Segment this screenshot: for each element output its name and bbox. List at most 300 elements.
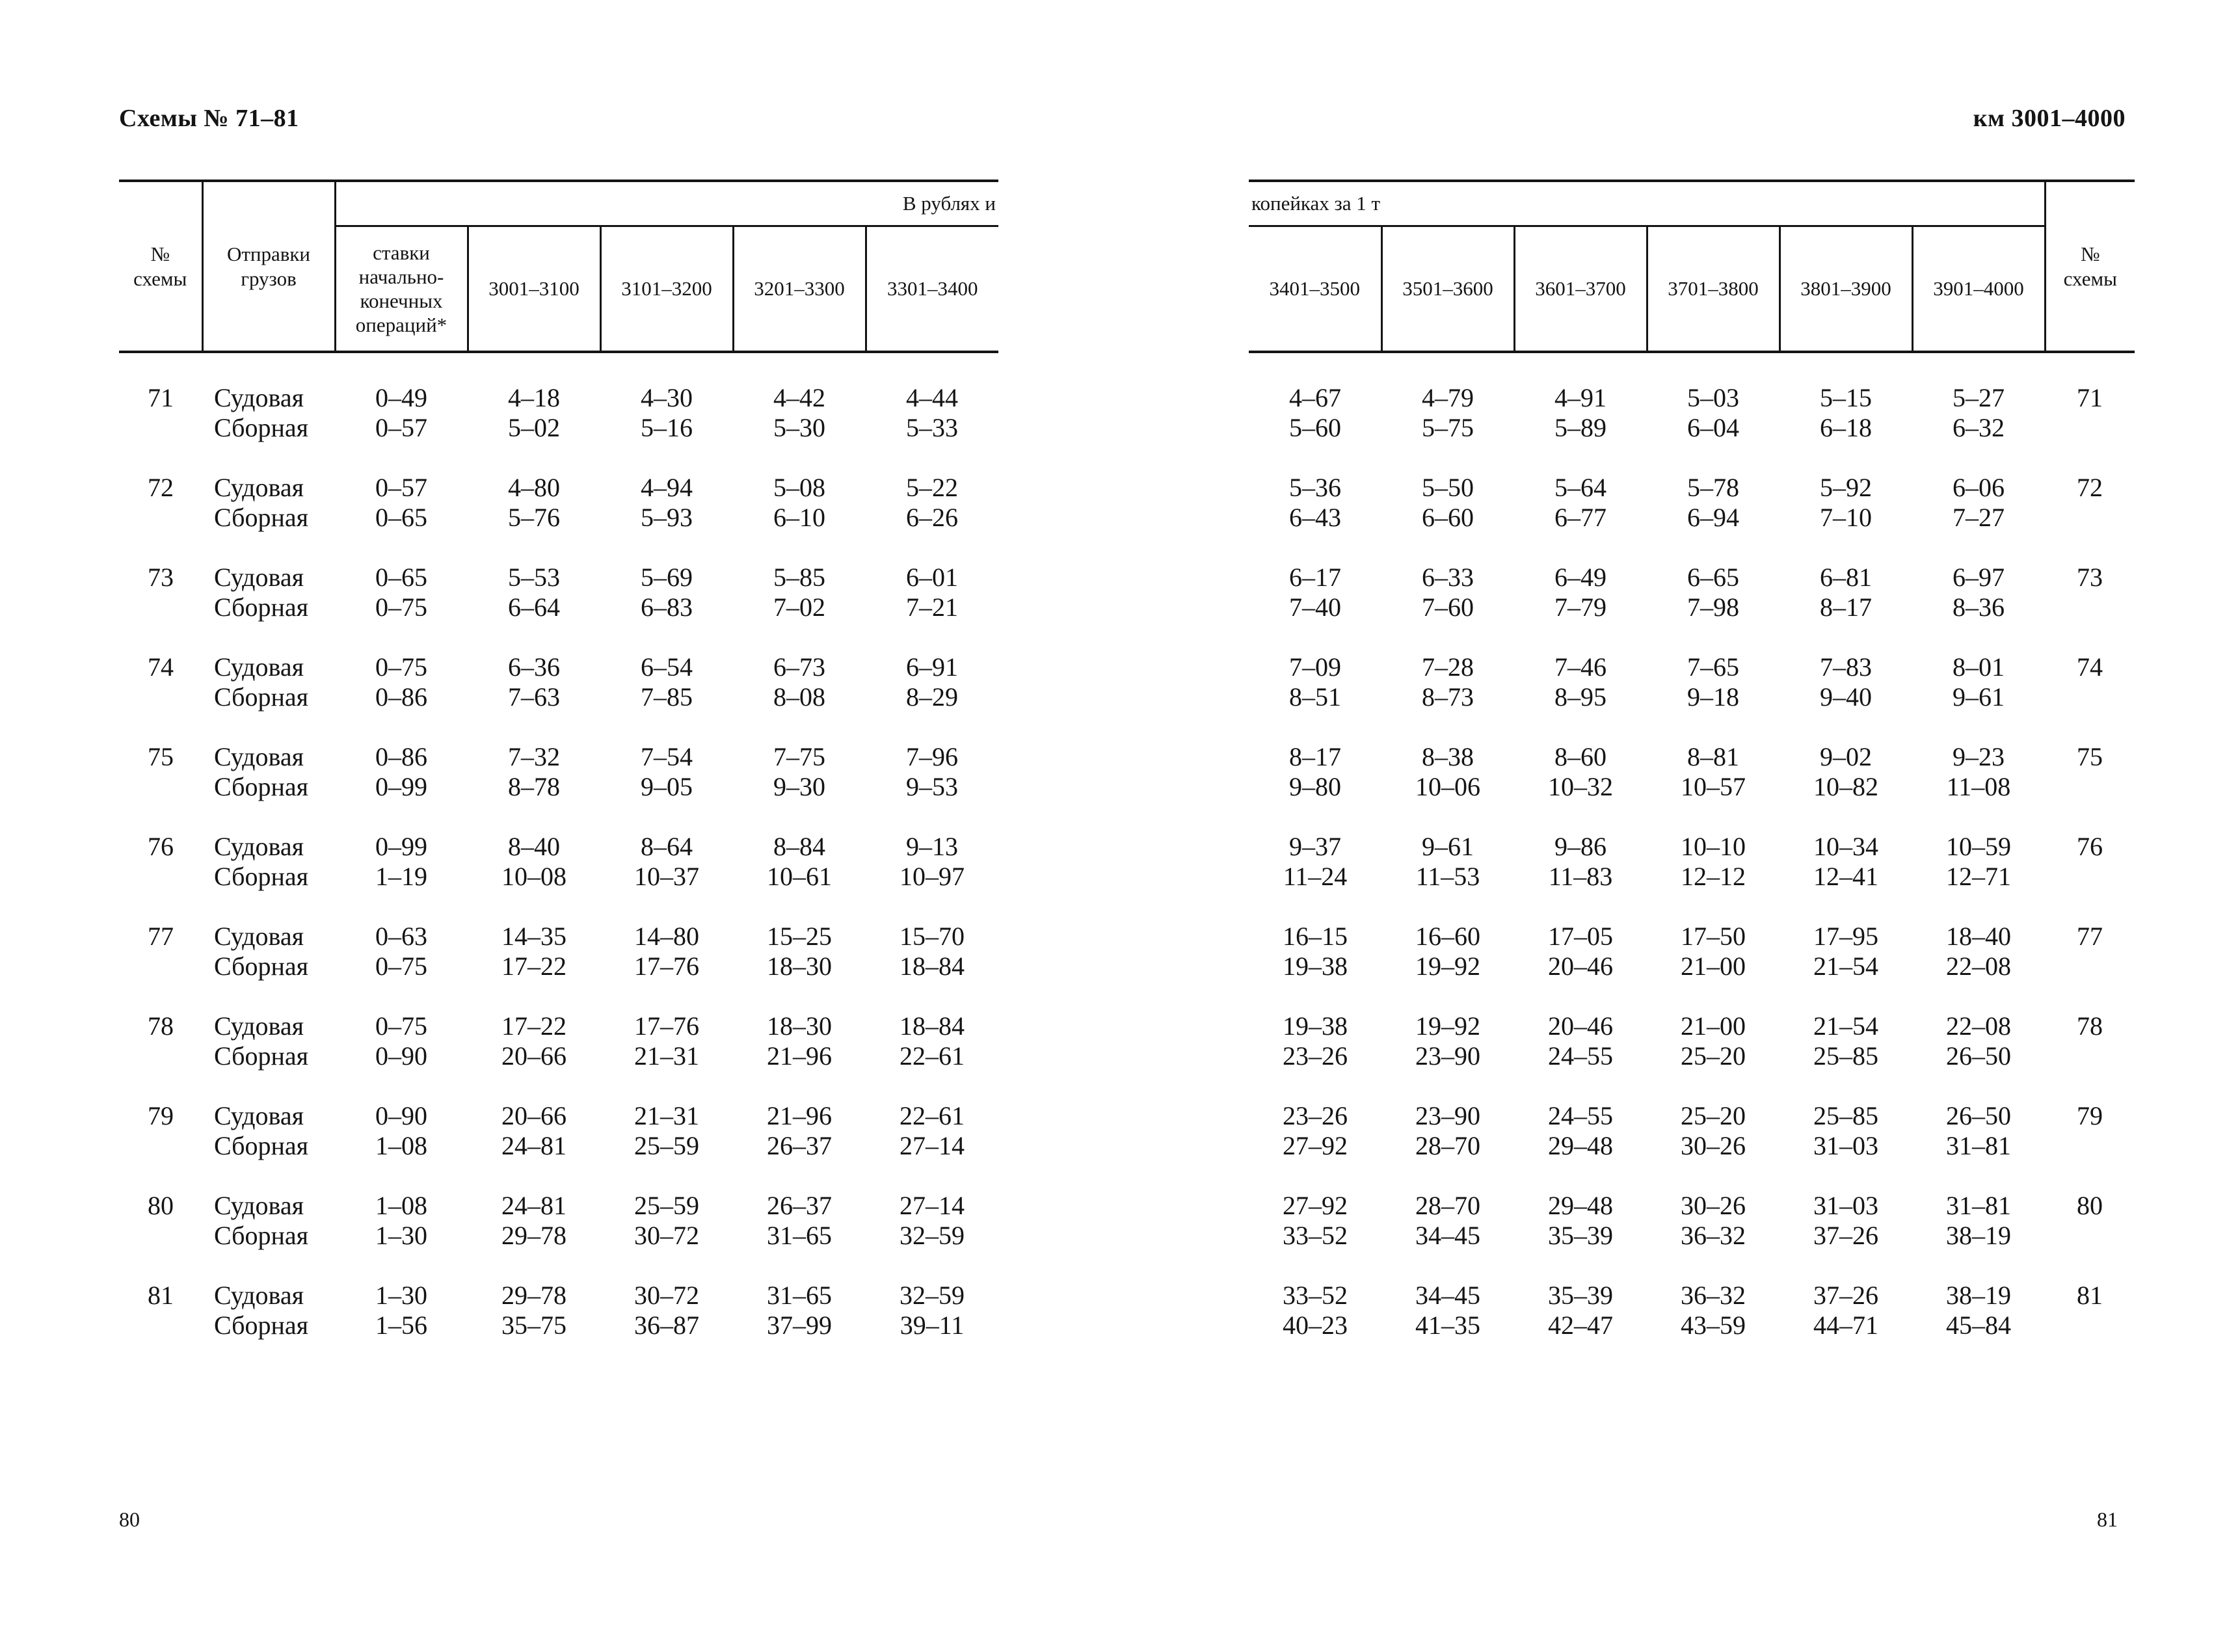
- terminal-rate: 1–30: [375, 1281, 427, 1310]
- shipment-type: Сборная: [214, 772, 309, 801]
- scheme-number: [119, 772, 202, 802]
- rate-value: 8–64: [641, 832, 693, 861]
- shipment-type: Судовая: [214, 1101, 304, 1130]
- header-range: 3401–3500: [1249, 226, 1381, 353]
- header-range: 3101–3200: [600, 226, 733, 353]
- table-row: [1249, 772, 2135, 802]
- terminal-rate: 0–65: [375, 503, 427, 532]
- scheme-number: 80: [2077, 1191, 2103, 1220]
- rate-value: 7–46: [1554, 652, 1607, 682]
- table-row: [1249, 1281, 2135, 1311]
- shipment-type: Судовая: [214, 922, 304, 951]
- rate-value: 10–37: [634, 862, 699, 891]
- rate-value: 21–54: [1813, 952, 1878, 981]
- table-row: [119, 383, 998, 413]
- rate-value: 43–59: [1681, 1311, 1746, 1340]
- rate-value: 7–21: [906, 593, 959, 622]
- rate-value: 5–33: [906, 413, 959, 442]
- rate-value: 7–83: [1820, 652, 1872, 682]
- rate-value: 19–92: [1415, 952, 1480, 981]
- rate-value: 10–32: [1548, 772, 1613, 801]
- rate-value: 32–59: [900, 1281, 965, 1310]
- shipment-type: Судовая: [214, 383, 304, 412]
- rate-value: 24–55: [1548, 1101, 1613, 1130]
- scheme-number: 79: [2077, 1101, 2103, 1130]
- rate-value: 6–33: [1422, 563, 1474, 592]
- terminal-rate: 0–90: [375, 1101, 427, 1130]
- table-row: [1249, 473, 2135, 503]
- rate-value: 44–71: [1813, 1311, 1878, 1340]
- scheme-number: 78: [148, 1011, 174, 1041]
- scheme-number: [119, 1131, 202, 1161]
- table-row: [1249, 682, 2135, 712]
- scheme-number: [2045, 772, 2135, 802]
- rate-value: 21–54: [1813, 1011, 1878, 1041]
- rate-value: 30–26: [1681, 1131, 1746, 1160]
- table-row: [1249, 1011, 2135, 1041]
- rate-value: 9–30: [773, 772, 825, 801]
- rate-value: 16–60: [1415, 922, 1480, 951]
- rate-value: 8–73: [1422, 682, 1474, 712]
- rate-value: 34–45: [1415, 1281, 1480, 1310]
- rate-value: 11–24: [1283, 862, 1348, 891]
- scheme-number: [2045, 862, 2135, 892]
- rate-value: 5–16: [641, 413, 693, 442]
- table-row: [119, 503, 998, 533]
- table-row: [1249, 742, 2135, 772]
- table-row: [1249, 503, 2135, 533]
- rate-value: 24–55: [1548, 1041, 1613, 1071]
- shipment-type: Сборная: [214, 952, 309, 981]
- scheme-number: [119, 1041, 202, 1071]
- rate-value: 26–50: [1946, 1101, 2012, 1130]
- rate-value: 6–43: [1289, 503, 1341, 532]
- rate-value: 4–94: [641, 473, 693, 502]
- rate-value: 7–27: [1953, 503, 2005, 532]
- scheme-number: 75: [2077, 742, 2103, 771]
- header-range: 3301–3400: [866, 226, 998, 353]
- header-scheme-no-right: № схемы: [2045, 181, 2135, 352]
- rate-value: 6–91: [906, 652, 959, 682]
- rate-value: 9–02: [1820, 742, 1872, 771]
- rate-value: 5–85: [773, 563, 825, 592]
- table-row: [119, 1041, 998, 1071]
- table-row: [1249, 1311, 2135, 1340]
- rate-value: 18–84: [900, 1011, 965, 1041]
- rate-value: 8–84: [773, 832, 825, 861]
- rate-value: 8–60: [1554, 742, 1607, 771]
- row-spacer: [119, 622, 998, 652]
- rate-value: 6–94: [1687, 503, 1739, 532]
- rate-value: 25–59: [634, 1131, 699, 1160]
- rate-value: 22–61: [900, 1101, 965, 1130]
- shipment-type: Судовая: [214, 1281, 304, 1310]
- rate-value: 11–53: [1415, 862, 1480, 891]
- rate-value: 25–59: [634, 1191, 699, 1220]
- header-range: 3701–3800: [1647, 226, 1780, 353]
- rate-value: 27–92: [1283, 1191, 1348, 1220]
- rate-value: 21–96: [767, 1101, 832, 1130]
- table-row: [119, 413, 998, 443]
- header-range: 3201–3300: [733, 226, 866, 353]
- row-spacer: [1249, 533, 2135, 563]
- rate-value: 19–92: [1415, 1011, 1480, 1041]
- shipment-type: Сборная: [214, 1041, 309, 1071]
- shipment-type: Сборная: [214, 593, 309, 622]
- table-row: [119, 1131, 998, 1161]
- rate-value: 18–30: [767, 952, 832, 981]
- table-row: [119, 473, 998, 503]
- terminal-rate: 0–99: [375, 832, 427, 861]
- table-row: [119, 682, 998, 712]
- scheme-number: 75: [148, 742, 174, 771]
- table-row: [119, 1221, 998, 1251]
- scheme-number: 71: [148, 383, 174, 412]
- rate-value: 39–11: [900, 1311, 965, 1340]
- shipment-type: Судовая: [214, 473, 304, 502]
- rate-value: 29–78: [501, 1281, 567, 1310]
- rate-value: 5–69: [641, 563, 693, 592]
- rate-value: 5–30: [773, 413, 825, 442]
- row-spacer: [119, 1071, 998, 1101]
- rate-value: 7–28: [1422, 652, 1474, 682]
- rate-value: 28–70: [1415, 1191, 1480, 1220]
- rate-value: 9–13: [906, 832, 959, 861]
- scheme-number: 73: [2077, 563, 2103, 592]
- rate-value: 25–20: [1681, 1041, 1746, 1071]
- row-spacer: [119, 712, 998, 742]
- table-row: [119, 593, 998, 622]
- rate-value: 23–26: [1283, 1041, 1348, 1071]
- scheme-number: 73: [148, 563, 174, 592]
- scheme-number: 77: [2077, 922, 2103, 951]
- rate-value: 8–38: [1422, 742, 1474, 771]
- rate-value: 36–32: [1681, 1281, 1746, 1310]
- rate-value: 6–01: [906, 563, 959, 592]
- rate-value: 15–70: [900, 922, 965, 951]
- rate-value: 17–22: [501, 952, 567, 981]
- header-terminal-rates: ставки начально- конечных операций*: [335, 226, 468, 353]
- rate-value: 9–18: [1687, 682, 1739, 712]
- scheme-number: [119, 413, 202, 443]
- rate-value: 7–54: [641, 742, 693, 771]
- rate-value: 9–80: [1289, 772, 1341, 801]
- rate-value: 36–87: [634, 1311, 699, 1340]
- terminal-rate: 1–08: [375, 1191, 427, 1220]
- rate-value: 17–95: [1813, 922, 1878, 951]
- scheme-number: [119, 593, 202, 622]
- table-row: [119, 772, 998, 802]
- table-row: [119, 1281, 998, 1311]
- row-spacer: [119, 352, 998, 383]
- rate-value: 20–46: [1548, 952, 1613, 981]
- rate-value: 5–53: [508, 563, 560, 592]
- rate-value: 28–70: [1415, 1131, 1480, 1160]
- row-spacer: [119, 443, 998, 473]
- table-row: [119, 922, 998, 952]
- table-row: [1249, 1041, 2135, 1071]
- terminal-rate: 0–65: [375, 563, 427, 592]
- header-group-label-left: В рублях и: [335, 181, 998, 226]
- rate-value: 18–84: [900, 952, 965, 981]
- rate-value: 8–36: [1953, 593, 2005, 622]
- table-row: [1249, 593, 2135, 622]
- table-row: [119, 1011, 998, 1041]
- rates-table-right: [1249, 180, 2135, 1340]
- scheme-number: 76: [148, 832, 174, 861]
- rate-value: 6–36: [508, 652, 560, 682]
- rate-value: 29–78: [501, 1221, 567, 1250]
- shipment-type: Сборная: [214, 1221, 309, 1250]
- rate-value: 21–31: [634, 1041, 699, 1071]
- rate-value: 7–96: [906, 742, 959, 771]
- rate-value: 22–08: [1946, 1011, 2012, 1041]
- row-spacer: [119, 802, 998, 832]
- rate-value: 37–26: [1813, 1281, 1878, 1310]
- rate-value: 17–05: [1548, 922, 1613, 951]
- header-scheme-no: № схемы: [119, 181, 202, 352]
- rate-value: 4–18: [508, 383, 560, 412]
- rate-value: 35–75: [501, 1311, 567, 1340]
- terminal-rate: 0–57: [375, 413, 427, 442]
- rate-value: 17–76: [634, 1011, 699, 1041]
- table-row: [1249, 1191, 2135, 1221]
- table-row: [119, 832, 998, 862]
- terminal-rate: 1–56: [375, 1311, 427, 1340]
- rate-value: 22–61: [900, 1041, 965, 1071]
- rate-value: 7–85: [641, 682, 693, 712]
- rate-value: 6–77: [1554, 503, 1607, 532]
- rate-value: 37–99: [767, 1311, 832, 1340]
- rate-value: 23–90: [1415, 1041, 1480, 1071]
- table-row: [119, 1191, 998, 1221]
- rate-value: 5–78: [1687, 473, 1739, 502]
- rates-body-left: [119, 352, 998, 1340]
- scheme-number: [119, 503, 202, 533]
- rate-value: 45–84: [1946, 1311, 2012, 1340]
- scheme-number: 79: [148, 1101, 174, 1130]
- rate-value: 19–38: [1283, 952, 1348, 981]
- rate-value: 26–37: [767, 1191, 832, 1220]
- terminal-rate: 0–90: [375, 1041, 427, 1071]
- table-row: [1249, 832, 2135, 862]
- rate-value: 5–89: [1554, 413, 1607, 442]
- rate-value: 6–10: [773, 503, 825, 532]
- scheme-number: 76: [2077, 832, 2103, 861]
- terminal-rate: 0–75: [375, 1011, 427, 1041]
- table-row: [119, 652, 998, 682]
- shipment-type: Сборная: [214, 1311, 309, 1340]
- row-spacer: [1249, 622, 2135, 652]
- scheme-number: [119, 1221, 202, 1251]
- rate-value: 30–72: [634, 1281, 699, 1310]
- scheme-number: [2045, 682, 2135, 712]
- terminal-rate: 1–08: [375, 1131, 427, 1160]
- scheme-number: 81: [2077, 1281, 2103, 1310]
- shipment-type: Сборная: [214, 413, 309, 442]
- scheme-number: [2045, 503, 2135, 533]
- rate-value: 12–12: [1681, 862, 1746, 891]
- rates-table-left: [119, 180, 998, 1340]
- rate-value: 7–10: [1820, 503, 1872, 532]
- row-spacer: [1249, 443, 2135, 473]
- rate-value: 24–81: [501, 1131, 567, 1160]
- scheme-number: [2045, 1311, 2135, 1340]
- terminal-rate: 0–75: [375, 952, 427, 981]
- scheme-number: [119, 862, 202, 892]
- rate-value: 17–22: [501, 1011, 567, 1041]
- shipment-type: Сборная: [214, 682, 309, 712]
- terminal-rate: 0–99: [375, 772, 427, 801]
- rate-value: 26–37: [767, 1131, 832, 1160]
- rate-value: 7–79: [1554, 593, 1607, 622]
- table-row: [119, 563, 998, 593]
- rate-value: 8–81: [1687, 742, 1739, 771]
- rate-value: 7–02: [773, 593, 825, 622]
- rate-value: 31–65: [767, 1221, 832, 1250]
- rate-value: 38–19: [1946, 1281, 2012, 1310]
- rate-value: 12–41: [1813, 862, 1878, 891]
- rate-value: 5–92: [1820, 473, 1872, 502]
- rate-value: 6–17: [1289, 563, 1341, 592]
- rate-value: 6–97: [1953, 563, 2005, 592]
- rate-value: 11–83: [1548, 862, 1613, 891]
- rate-value: 8–95: [1554, 682, 1607, 712]
- shipment-type: Судовая: [214, 742, 304, 771]
- scheme-number: 74: [2077, 652, 2103, 682]
- rate-value: 12–71: [1946, 862, 2012, 891]
- shipment-type: Судовая: [214, 652, 304, 682]
- rate-value: 5–36: [1289, 473, 1341, 502]
- table-row: [1249, 563, 2135, 593]
- rate-value: 4–91: [1554, 383, 1607, 412]
- rate-value: 11–08: [1946, 772, 2011, 801]
- rate-value: 17–50: [1681, 922, 1746, 951]
- rate-value: 19–38: [1283, 1011, 1348, 1041]
- rate-value: 4–30: [641, 383, 693, 412]
- rate-value: 10–10: [1681, 832, 1746, 861]
- rate-value: 16–15: [1283, 922, 1348, 951]
- rate-value: 9–86: [1554, 832, 1607, 861]
- rate-value: 5–02: [508, 413, 560, 442]
- scheme-number: [2045, 952, 2135, 981]
- row-spacer: [1249, 1251, 2135, 1281]
- running-head-right: км 3001–4000: [1973, 105, 2126, 132]
- shipment-type: Сборная: [214, 1131, 309, 1160]
- rate-value: 5–76: [508, 503, 560, 532]
- rate-value: 6–65: [1687, 563, 1739, 592]
- rate-value: 9–05: [641, 772, 693, 801]
- rate-value: 6–83: [641, 593, 693, 622]
- rate-value: 9–53: [906, 772, 959, 801]
- rate-value: 27–92: [1283, 1131, 1348, 1160]
- scheme-number: 72: [2077, 473, 2103, 502]
- rate-value: 6–18: [1820, 413, 1872, 442]
- rate-value: 9–37: [1289, 832, 1341, 861]
- rate-value: 5–60: [1289, 413, 1341, 442]
- rate-value: 9–40: [1820, 682, 1872, 712]
- rate-value: 4–79: [1422, 383, 1474, 412]
- rate-value: 6–32: [1953, 413, 2005, 442]
- rate-value: 31–81: [1946, 1191, 2012, 1220]
- rate-value: 8–01: [1953, 652, 2005, 682]
- table-row: [1249, 922, 2135, 952]
- rate-value: 6–04: [1687, 413, 1739, 442]
- table-row: [1249, 862, 2135, 892]
- header-range: 3601–3700: [1514, 226, 1647, 353]
- header-range: 3501–3600: [1381, 226, 1514, 353]
- rate-value: 15–25: [767, 922, 832, 951]
- rate-value: 8–17: [1289, 742, 1341, 771]
- row-spacer: [119, 981, 998, 1011]
- rate-value: 8–29: [906, 682, 959, 712]
- header-range: 3801–3900: [1780, 226, 1912, 353]
- rate-value: 31–65: [767, 1281, 832, 1310]
- terminal-rate: 0–86: [375, 682, 427, 712]
- rate-value: 7–60: [1422, 593, 1474, 622]
- rate-value: 5–93: [641, 503, 693, 532]
- table-row: [119, 862, 998, 892]
- rate-value: 17–76: [634, 952, 699, 981]
- shipment-type: Судовая: [214, 832, 304, 861]
- table-row: [1249, 383, 2135, 413]
- rate-value: 9–23: [1953, 742, 2005, 771]
- rate-value: 8–08: [773, 682, 825, 712]
- rate-value: 38–19: [1946, 1221, 2012, 1250]
- shipment-type: Судовая: [214, 563, 304, 592]
- row-spacer: [1249, 1161, 2135, 1191]
- rate-value: 24–81: [501, 1191, 567, 1220]
- rate-value: 30–72: [634, 1221, 699, 1250]
- row-spacer: [1249, 352, 2135, 383]
- table-row: [1249, 413, 2135, 443]
- table-row: [1249, 1131, 2135, 1161]
- rate-value: 6–06: [1953, 473, 2005, 502]
- terminal-rate: 0–75: [375, 652, 427, 682]
- terminal-rate: 0–63: [375, 922, 427, 951]
- shipment-type: Судовая: [214, 1011, 304, 1041]
- rate-value: 10–97: [900, 862, 965, 891]
- rate-value: 5–27: [1953, 383, 2005, 412]
- rate-value: 23–90: [1415, 1101, 1480, 1130]
- rate-value: 7–40: [1289, 593, 1341, 622]
- rate-value: 18–40: [1946, 922, 2012, 951]
- rate-value: 4–80: [508, 473, 560, 502]
- table-row: [119, 1101, 998, 1131]
- rate-value: 7–09: [1289, 652, 1341, 682]
- rate-value: 29–48: [1548, 1191, 1613, 1220]
- rate-value: 31–03: [1813, 1191, 1878, 1220]
- rate-value: 7–32: [508, 742, 560, 771]
- rate-value: 21–00: [1681, 1011, 1746, 1041]
- table-row: [1249, 952, 2135, 981]
- header-group-label-right: копейках за 1 т: [1249, 181, 2045, 226]
- rate-value: 7–98: [1687, 593, 1739, 622]
- rate-value: 23–26: [1283, 1101, 1348, 1130]
- rate-value: 35–39: [1548, 1281, 1613, 1310]
- rate-value: 37–26: [1813, 1221, 1878, 1250]
- rate-value: 9–61: [1422, 832, 1474, 861]
- rate-value: 21–00: [1681, 952, 1746, 981]
- rate-value: 5–22: [906, 473, 959, 502]
- rate-value: 30–26: [1681, 1191, 1746, 1220]
- rate-value: 6–54: [641, 652, 693, 682]
- rate-value: 9–61: [1953, 682, 2005, 712]
- terminal-rate: 1–19: [375, 862, 427, 891]
- rates-body-right: [1249, 352, 2135, 1340]
- scheme-number: [2045, 1221, 2135, 1251]
- rate-value: 5–03: [1687, 383, 1739, 412]
